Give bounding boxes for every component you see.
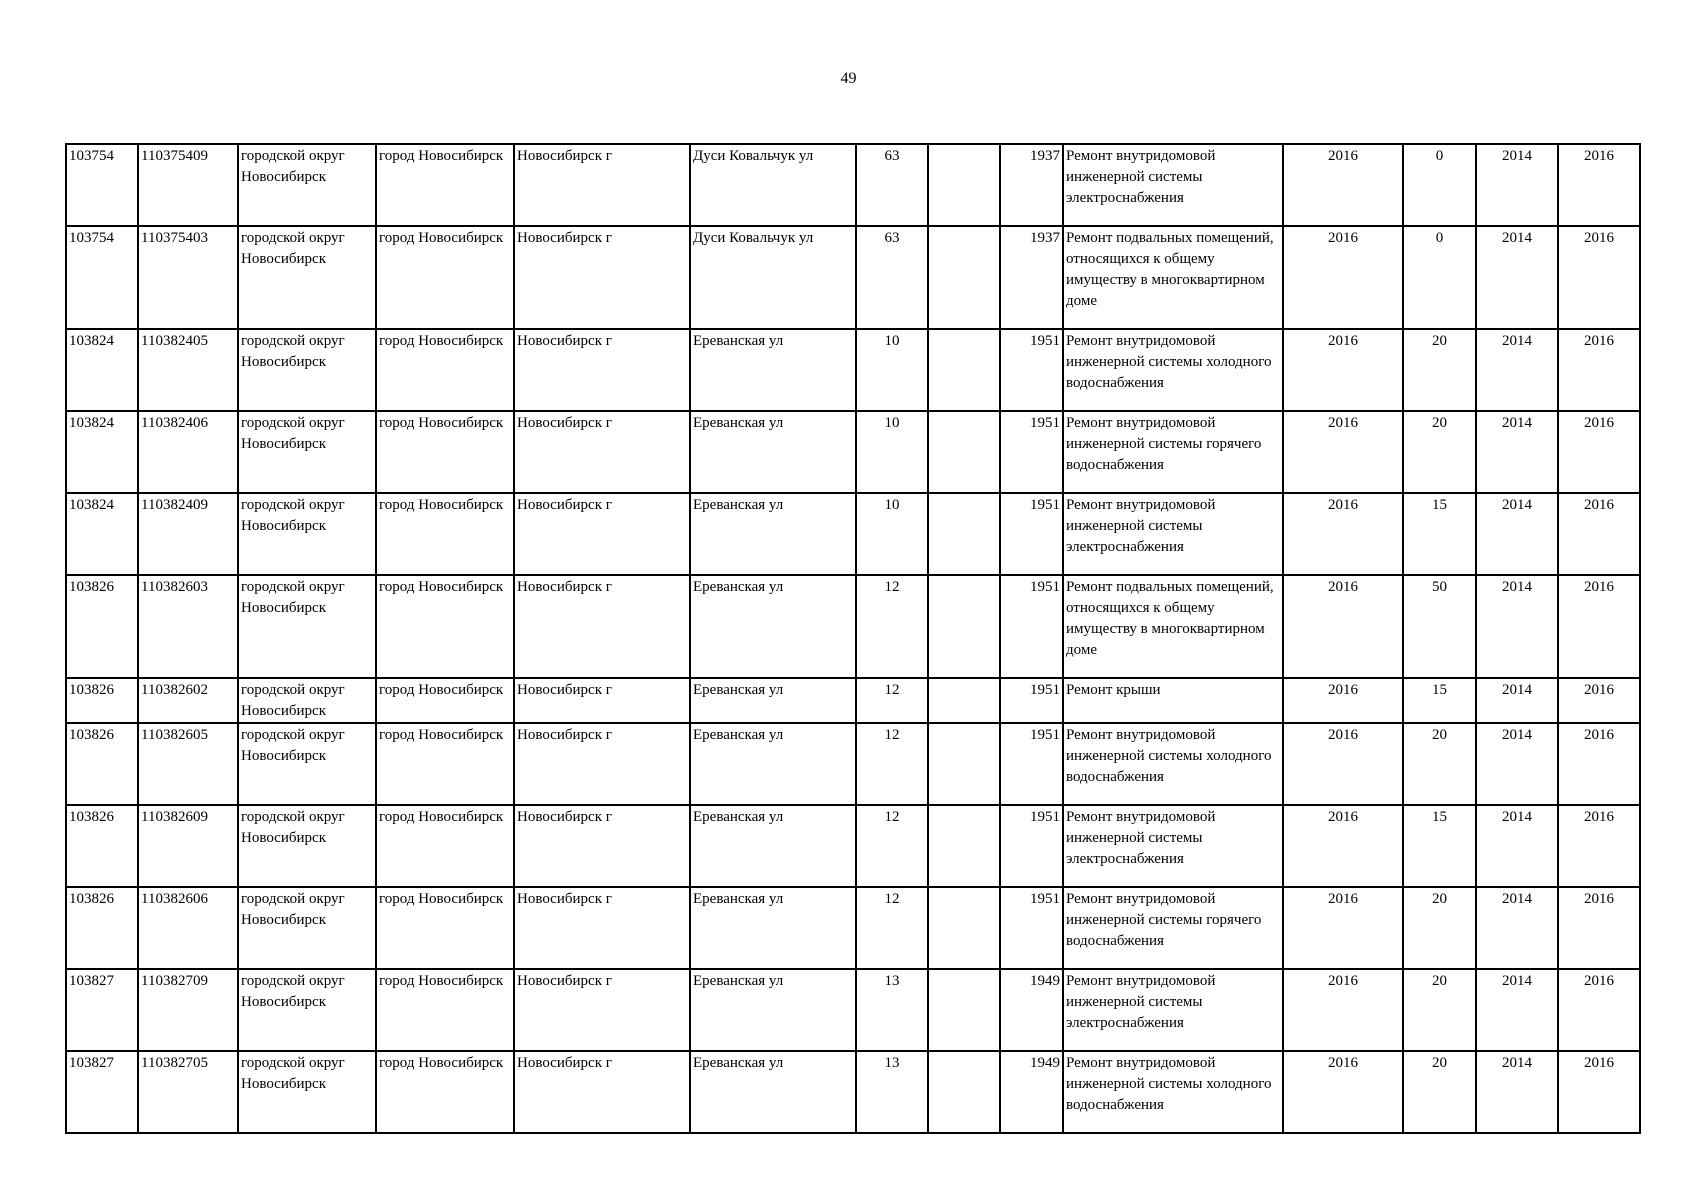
table-row <box>66 678 1640 723</box>
cell-work-type: Ремонт внутридомовой инженерной системы горячего водоснабжения <box>1063 887 1283 969</box>
cell-wear: 20 <box>1403 723 1476 805</box>
cell-street: Ереванская ул <box>690 1051 856 1133</box>
cell-wear: 20 <box>1403 1051 1476 1133</box>
cell-house-id: 103826 <box>66 805 138 887</box>
cell-building <box>928 805 1000 887</box>
cell-settlement: город Новосибирск <box>376 887 514 969</box>
cell-locality: Новосибирск г <box>514 887 690 969</box>
cell-municipality: городской округ Новосибирск <box>238 969 376 1051</box>
cell-work-code: 110382705 <box>138 1051 238 1133</box>
cell-house-id: 103826 <box>66 723 138 805</box>
cell-wear: 20 <box>1403 411 1476 493</box>
cell-settlement: город Новосибирск <box>376 805 514 887</box>
cell-settlement: город Новосибирск <box>376 411 514 493</box>
cell-house-number: 12 <box>856 887 928 969</box>
cell-year-from: 2014 <box>1476 805 1558 887</box>
cell-street: Ереванская ул <box>690 411 856 493</box>
cell-wear: 0 <box>1403 226 1476 329</box>
cell-house-id: 103827 <box>66 1051 138 1133</box>
table-row <box>66 1051 1640 1133</box>
cell-locality: Новосибирск г <box>514 1051 690 1133</box>
cell-year-from: 2014 <box>1476 411 1558 493</box>
cell-building <box>928 411 1000 493</box>
cell-wear: 20 <box>1403 969 1476 1051</box>
cell-street: Ереванская ул <box>690 329 856 411</box>
cell-year-built: 1951 <box>1000 411 1063 493</box>
cell-work-code: 110382605 <box>138 723 238 805</box>
cell-house-id: 103754 <box>66 144 138 226</box>
cell-work-type: Ремонт внутридомовой инженерной системы электроснабжения <box>1063 493 1283 575</box>
cell-year-to: 2016 <box>1558 329 1640 411</box>
cell-work-code: 110382409 <box>138 493 238 575</box>
cell-house-id: 103824 <box>66 411 138 493</box>
cell-plan-year: 2016 <box>1283 575 1403 678</box>
cell-plan-year: 2016 <box>1283 226 1403 329</box>
cell-house-id: 103826 <box>66 887 138 969</box>
cell-work-type: Ремонт внутридомовой инженерной системы холодного водоснабжения <box>1063 329 1283 411</box>
cell-work-type: Ремонт внутридомовой инженерной системы холодного водоснабжения <box>1063 1051 1283 1133</box>
table-row <box>66 969 1640 1051</box>
cell-building <box>928 226 1000 329</box>
cell-year-built: 1937 <box>1000 144 1063 226</box>
cell-plan-year: 2016 <box>1283 493 1403 575</box>
cell-house-number: 13 <box>856 1051 928 1133</box>
cell-year-to: 2016 <box>1558 678 1640 723</box>
cell-work-type: Ремонт внутридомовой инженерной системы холодного водоснабжения <box>1063 723 1283 805</box>
cell-year-built: 1951 <box>1000 329 1063 411</box>
cell-year-from: 2014 <box>1476 226 1558 329</box>
cell-locality: Новосибирск г <box>514 226 690 329</box>
cell-locality: Новосибирск г <box>514 805 690 887</box>
cell-house-number: 13 <box>856 969 928 1051</box>
cell-street: Ереванская ул <box>690 493 856 575</box>
table-row <box>66 887 1640 969</box>
cell-year-built: 1951 <box>1000 887 1063 969</box>
cell-year-from: 2014 <box>1476 887 1558 969</box>
cell-locality: Новосибирск г <box>514 575 690 678</box>
cell-street: Дуси Ковальчук ул <box>690 144 856 226</box>
cell-house-id: 103826 <box>66 678 138 723</box>
cell-locality: Новосибирск г <box>514 411 690 493</box>
cell-settlement: город Новосибирск <box>376 575 514 678</box>
table-row <box>66 144 1640 226</box>
cell-work-type: Ремонт внутридомовой инженерной системы горячего водоснабжения <box>1063 411 1283 493</box>
cell-year-to: 2016 <box>1558 226 1640 329</box>
cell-year-from: 2014 <box>1476 1051 1558 1133</box>
cell-locality: Новосибирск г <box>514 678 690 723</box>
cell-year-to: 2016 <box>1558 723 1640 805</box>
cell-municipality: городской округ Новосибирск <box>238 723 376 805</box>
cell-settlement: город Новосибирск <box>376 493 514 575</box>
cell-year-from: 2014 <box>1476 969 1558 1051</box>
page-number: 49 <box>840 70 857 87</box>
cell-street: Ереванская ул <box>690 575 856 678</box>
cell-year-from: 2014 <box>1476 678 1558 723</box>
cell-plan-year: 2016 <box>1283 1051 1403 1133</box>
cell-wear: 15 <box>1403 493 1476 575</box>
cell-year-built: 1951 <box>1000 575 1063 678</box>
cell-street: Ереванская ул <box>690 969 856 1051</box>
cell-house-number: 10 <box>856 493 928 575</box>
cell-locality: Новосибирск г <box>514 969 690 1051</box>
cell-house-number: 12 <box>856 678 928 723</box>
cell-plan-year: 2016 <box>1283 144 1403 226</box>
cell-year-to: 2016 <box>1558 805 1640 887</box>
cell-wear: 20 <box>1403 887 1476 969</box>
cell-municipality: городской округ Новосибирск <box>238 887 376 969</box>
cell-work-code: 110382709 <box>138 969 238 1051</box>
cell-plan-year: 2016 <box>1283 887 1403 969</box>
cell-work-code: 110382609 <box>138 805 238 887</box>
cell-building <box>928 887 1000 969</box>
cell-work-type: Ремонт внутридомовой инженерной системы электроснабжения <box>1063 969 1283 1051</box>
cell-house-id: 103824 <box>66 493 138 575</box>
cell-plan-year: 2016 <box>1283 805 1403 887</box>
cell-street: Ереванская ул <box>690 887 856 969</box>
cell-municipality: городской округ Новосибирск <box>238 678 376 723</box>
cell-settlement: город Новосибирск <box>376 329 514 411</box>
cell-work-code: 110382406 <box>138 411 238 493</box>
cell-work-code: 110382405 <box>138 329 238 411</box>
cell-street: Ереванская ул <box>690 678 856 723</box>
cell-building <box>928 969 1000 1051</box>
cell-work-code: 110375409 <box>138 144 238 226</box>
cell-building <box>928 575 1000 678</box>
cell-work-code: 110382603 <box>138 575 238 678</box>
cell-year-to: 2016 <box>1558 969 1640 1051</box>
cell-year-to: 2016 <box>1558 144 1640 226</box>
cell-year-built: 1937 <box>1000 226 1063 329</box>
cell-municipality: городской округ Новосибирск <box>238 805 376 887</box>
cell-street: Ереванская ул <box>690 805 856 887</box>
cell-municipality: городской округ Новосибирск <box>238 1051 376 1133</box>
cell-building <box>928 493 1000 575</box>
cell-wear: 15 <box>1403 678 1476 723</box>
cell-locality: Новосибирск г <box>514 329 690 411</box>
cell-year-from: 2014 <box>1476 144 1558 226</box>
cell-plan-year: 2016 <box>1283 678 1403 723</box>
cell-house-number: 10 <box>856 329 928 411</box>
cell-year-built: 1949 <box>1000 1051 1063 1133</box>
cell-municipality: городской округ Новосибирск <box>238 411 376 493</box>
cell-house-number: 63 <box>856 144 928 226</box>
cell-wear: 20 <box>1403 329 1476 411</box>
registry-table <box>65 143 1641 1134</box>
cell-year-built: 1951 <box>1000 723 1063 805</box>
cell-house-number: 63 <box>856 226 928 329</box>
cell-wear: 0 <box>1403 144 1476 226</box>
cell-house-number: 12 <box>856 575 928 678</box>
cell-settlement: город Новосибирск <box>376 969 514 1051</box>
cell-plan-year: 2016 <box>1283 969 1403 1051</box>
cell-work-code: 110382606 <box>138 887 238 969</box>
cell-work-type: Ремонт подвальных помещений, относящихся к общему имуществу в многоквартирном доме <box>1063 226 1283 329</box>
cell-building <box>928 329 1000 411</box>
cell-year-from: 2014 <box>1476 575 1558 678</box>
cell-building <box>928 144 1000 226</box>
cell-year-to: 2016 <box>1558 575 1640 678</box>
cell-house-id: 103754 <box>66 226 138 329</box>
cell-municipality: городской округ Новосибирск <box>238 575 376 678</box>
cell-municipality: городской округ Новосибирск <box>238 226 376 329</box>
cell-wear: 50 <box>1403 575 1476 678</box>
table-row <box>66 226 1640 329</box>
table-row <box>66 411 1640 493</box>
cell-work-code: 110375403 <box>138 226 238 329</box>
cell-settlement: город Новосибирск <box>376 723 514 805</box>
cell-work-type: Ремонт крыши <box>1063 678 1283 723</box>
cell-municipality: городской округ Новосибирск <box>238 329 376 411</box>
cell-building <box>928 1051 1000 1133</box>
cell-building <box>928 723 1000 805</box>
cell-work-code: 110382602 <box>138 678 238 723</box>
cell-building <box>928 678 1000 723</box>
table-row <box>66 493 1640 575</box>
cell-plan-year: 2016 <box>1283 329 1403 411</box>
cell-locality: Новосибирск г <box>514 493 690 575</box>
cell-house-number: 12 <box>856 723 928 805</box>
cell-house-id: 103824 <box>66 329 138 411</box>
cell-locality: Новосибирск г <box>514 144 690 226</box>
cell-year-to: 2016 <box>1558 493 1640 575</box>
cell-house-number: 10 <box>856 411 928 493</box>
table-row <box>66 723 1640 805</box>
cell-year-to: 2016 <box>1558 1051 1640 1133</box>
cell-house-id: 103826 <box>66 575 138 678</box>
cell-year-to: 2016 <box>1558 411 1640 493</box>
cell-year-to: 2016 <box>1558 887 1640 969</box>
table-row <box>66 329 1640 411</box>
table-body <box>66 144 1640 1133</box>
cell-year-built: 1951 <box>1000 805 1063 887</box>
cell-year-from: 2014 <box>1476 723 1558 805</box>
cell-plan-year: 2016 <box>1283 411 1403 493</box>
cell-municipality: городской округ Новосибирск <box>238 493 376 575</box>
cell-settlement: город Новосибирск <box>376 678 514 723</box>
cell-year-from: 2014 <box>1476 493 1558 575</box>
cell-house-id: 103827 <box>66 969 138 1051</box>
cell-house-number: 12 <box>856 805 928 887</box>
cell-wear: 15 <box>1403 805 1476 887</box>
cell-work-type: Ремонт подвальных помещений, относящихся к общему имуществу в многоквартирном доме <box>1063 575 1283 678</box>
cell-settlement: город Новосибирск <box>376 1051 514 1133</box>
cell-settlement: город Новосибирск <box>376 226 514 329</box>
cell-settlement: город Новосибирск <box>376 144 514 226</box>
cell-year-built: 1949 <box>1000 969 1063 1051</box>
table-row <box>66 805 1640 887</box>
cell-work-type: Ремонт внутридомовой инженерной системы электроснабжения <box>1063 144 1283 226</box>
table-row <box>66 575 1640 678</box>
cell-municipality: городской округ Новосибирск <box>238 144 376 226</box>
cell-plan-year: 2016 <box>1283 723 1403 805</box>
cell-work-type: Ремонт внутридомовой инженерной системы электроснабжения <box>1063 805 1283 887</box>
cell-street: Ереванская ул <box>690 723 856 805</box>
cell-street: Дуси Ковальчук ул <box>690 226 856 329</box>
cell-year-built: 1951 <box>1000 493 1063 575</box>
cell-year-from: 2014 <box>1476 329 1558 411</box>
cell-locality: Новосибирск г <box>514 723 690 805</box>
cell-year-built: 1951 <box>1000 678 1063 723</box>
